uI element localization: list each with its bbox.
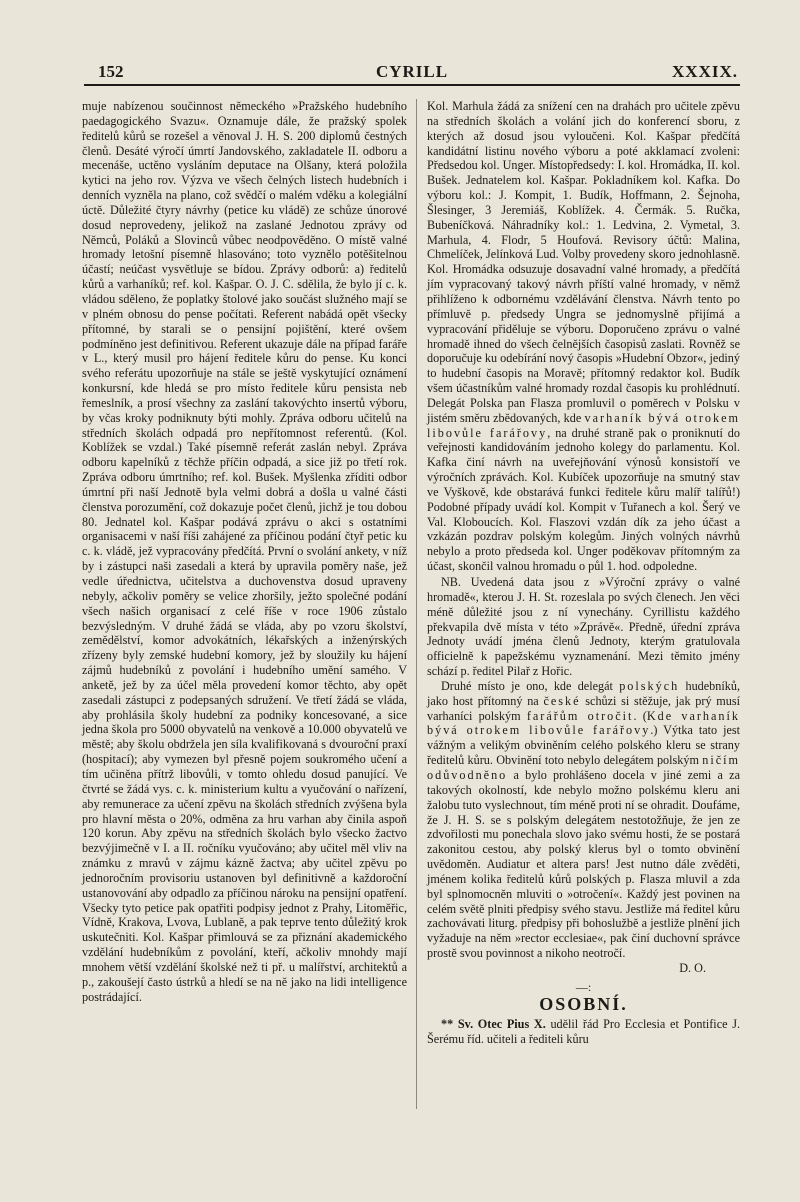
commentary-text: .) Výtka tato jest vážným a velikým obviněním celého polského kleru se strany ředitelů kůru. Obvinění toto nebylo delegátem polským — [427, 723, 740, 768]
spaced-emphasis: české — [543, 693, 581, 708]
left-column — [82, 99, 407, 1004]
personal-note-paragraph — [427, 1017, 740, 1047]
commentary-paragraph — [427, 679, 740, 961]
report-text-continued: , na druhé straně pak o proniknutí do veřejnosti kandidováním jednoho kolegy do parlamentu. Kol. Kafka činí návrh na uveřejňování výnosů konsistoří ve výročních zprávách. Kol. Kubíček upozorňuje na smutný stav ve Vyškově, kde obstarává funkci ředitele kůru malíř talířů!) Podobné případy uvádí kol. Kompit v Tuřanech a kol. Šerý ve Val. Kloboucích. Kol. Flaszovi vzdán dík za jeho účast a vzkázán pozdrav polským kolegům. Jiných volných návrhů nebylo a proto předseda kol. Unger poděkovav přítomným za účast, skončil valnou hromadu o půl 1. hod. odpoledne. — [427, 425, 740, 574]
volume-number: XXXIX. — [672, 62, 738, 81]
right-column — [427, 99, 740, 1047]
commentary-text: . ( — [633, 708, 647, 723]
nb-paragraph: NB. Uvedená data jsou z »Výroční zprávy o valné hromadě«, kterou J. H. St. rozeslala po svých členech. Jen věci méně důležité jsou z ní vynechány. Cyrillistu každého překvapila dvě místa v této »Zprávě«. Předně, úřední zpráva Jednoty uvádí jména členů Jednoty, kterým gratulovala officielně k papežskému vyznamenání. Mezi těmito jmény schází p. ředitel Pilař z Hořic. — [427, 575, 740, 679]
spaced-emphasis: ničím odůvodněno — [427, 753, 740, 782]
journal-title: CYRILL — [375, 62, 449, 81]
spaced-emphasis: polských — [619, 678, 680, 693]
spaced-emphasis: Kde varhaník bývá otrokem libovůle farářovy — [427, 708, 740, 738]
commentary-text: hudebníků, jako host přítomný na — [427, 678, 740, 708]
report-text: Kol. Marhula žádá za snížení cen na drahách pro učitele zpěvu na středních školách a volání jich do konferencí sboru, z kterých až dosud jsou vyloučeni. Kol. Kašpar předčítá kandidátní listinu nového výboru a poté akklamací zvoleni: Předsedou kol. Unger. Místopředsedy: I. kol. Hromádka, II. kol. Bušek. Jednatelem kol. Kašpar. Pokladníkem kol. Kafka. Do výboru kol.: J. Kompit, 1. Budík, Hoffmann, 2. Šejnoha, Šlesinger, 3 Jeremiáš, Koblížek. 4. Čermák. 5. Ručka, Bubeníčková. Náhradníky kol.: 1. Ledvina, 2. Vymetal, 3. Marhula, 4. Flodr, 5 Houfová. Revisory účtů: Malina, Chmelíček, Jelínková Lud. Volby provedeny skoro jednohlasně. Kol. Hromádka odsuzuje dosavadní valné hromady, a předčítá jím vypracovaný takový návrh příští valné hromady, v němž přihlíženo k odbornému vzdělávání členstva. Návrh tento po přímluvě p. předsedy Ungra se jednomyslně přijímá a vypracování přiděluje se výboru. Doporučeno zprávu o valné hromadě ihned do všech čelnějších časopisů zaslati. Rovněž se doporučuje ku odebírání nový časopis »Hudební Obzor«, jediný to hudební časopis na Moravě; přítomný redaktor kol. Budík všem účastníkům valné hromady rozdal časopis ku prohlédnutí. Delegát Polska pan Flasza promluvil o poměrech v Polsku v jistém směru zbědovaných, kde — [427, 99, 740, 425]
spaced-emphasis: varhaník bývá otrokem libovůle farářovy — [427, 410, 741, 440]
pope-name: Sv. Otec Pius X. — [457, 1017, 546, 1032]
running-header — [84, 60, 740, 86]
page-number: 152 — [98, 62, 124, 81]
spaced-emphasis: farářům otročit — [526, 708, 634, 723]
signoff: D. O. — [679, 960, 706, 975]
commentary-text: a bylo prohlášeno docela v jiné zemi a za takových okolností, kde nebylo možno polskému kleru ani žalobu tuto vyslechnout, tím méně proti ní se ohradit. Doufáme, že J. H. S. se s polským delegátem nestotožňuje, že jen ze zdvořilosti mu ponechala slovo jako svému hosti, že se postará zakonitou cestou, aby polský klerus byl o tomto obvinění uvědoměn. Audiatur et altera pars! Jest nutno dále zvěděti, jménem kolika ředitelů kůrů polských p. Flasza mluvil a zda byl splnomocněn mluviti o »otročení«. Každý jest povinen na celém světě plniti předpisy svého stavu. Jestliže má ředitel kůru zachovávati liturg. předpisy při bohoslužbě a jestliže plnění jich vyžaduje na něm »rector ecclesiae«, pak činí duchovní správce prostě svou povinnost a nikoho neotročí. — [427, 767, 740, 961]
meeting-report-paragraph — [427, 99, 740, 574]
asterisks: ** — [441, 1017, 454, 1032]
column-divider — [416, 99, 417, 1109]
section-divider: —: — [575, 979, 592, 994]
commentary-text: schůzi si stěžuje, jak prý musí varhaníci polským — [427, 693, 740, 723]
commentary-text: Druhé místo je ono, kde delegát — [441, 678, 620, 693]
section-title: OSOBNÍ. — [539, 993, 628, 1014]
personal-note-text: udělil řád Pro Ecclesia et Pontifice J. Šerému říd. učiteli a řediteli kůru — [427, 1017, 740, 1047]
left-paragraph: muje nabízenou součinnost německého »Pražského hudebního paedagogického Svazu«. Oznamuje dále, že pražský spolek ředitelů kůrů se rozešel a věnoval J. H. S. 200 diplomů čestných členů. Desáté výročí úmrtí Jandovského, zakladatele II. odboru a mecenáše, uctěno vysláním deputace na Olšany, která položila kytici na jeho rov. Výzva ve všech čelných listech hudebních i denních vyzněla na plano, což svědčí o malém vděku a kolegiální úctě. Důležité čtyry návrhy (petice ku vládě) ze schůze únorové dosud neprovedeny, jelikož na zaslané Jednotou zprávy od Němců, Poláků a Slovinců vůbec neodpověděno. O místě valné hromady letošní písemně hlasováno; toto vyznělo potěšitelnou účastí; neúčast vysvětluje se bídou. Zprávy odborů: a) ředitelů kůrů a varhaníků; ref. kol. Kašpar. O. J. C. sdělila, že bylo jí c. k. vládou sděleno, že poplatky štolové jako součást služného mají se v plném obnosu do pense počítati. Referent nabádá opět všecky přítomné, by starali se o pensijní pojištění, které ovšem podmíněno jest definitivou. Referent ukazuje dále na případ faráře v L., který musil pro hájení ředitele kůru do pense. Ku konci svého referátu upozorňuje na stále se ještě vyskytující oznámení konkursní, kde hledá se pro místo ředitele kůru pensista neb řemeslník, a prosí všechny za zaslání takovýchto insertů výboru, by včas kroky podniknuty býti mohly. Zpráva odboru učitelů na středních školách odpadá pro nepřítomnost referentů. (Kol. Koblížek se vzdal.) Také písemně referát zaslán nebyl. Zpráva odboru kapelníků z těchže příčin odpadá, a sice již po třetí rok. Zpráva odboru úmrtního; ref. kol. Bušek. Myšlenka zříditi odbor úmrtní při naší Jednotě byla velmi dobrá a došla u valné části členstva porozumění, což dokazuje počet členů, jichž je tou dobou 80. Jednatel kol. Kašpar podává zprávu o akci s ostatními organisacemi v naší říši zahájené za příčinou podání čtyř petic ku c. k. vládě, jež vypracovány předčítá. První o svolání ankety, v níž by i zástupci naši zasedali a která by upravila poměry naše, jež vedle úřednictva, učitelstva a duchovenstva dosud upraveny nebyly, ačkoliv poměry se velice zhoršily, ježto společné podání všech našich organisací z celé říše v roce 1906 zůstalo bezvýsledným. V druhé žádá se vláda, aby po vzoru školství, zemědělství, komor advokátních, lékařských a inženýrských zřízeny byly zemské hudební komory, jež by sloužily ku hájení zájmů hudebníků z povolání i hudebního umění samého. V anketě, jež by za účel měla provedení komor těchto, aby opět zasedali zástupci z podepsaných sdružení. Ve třetí žádá se vláda, aby prohlásila školy hudební za podniky koncesované, a sice jedna škola pro 5000 obyvatelů na venkově a 10.000 obyvatelů ve městě; aby školu obdržela jen síla kvalifikovaná s dvouroční praxí (hospitací); aby vymezen byl přesně pojem soukromého učení a tím učiněna přítrž libovůli, v tomto ohledu dosud panující. Ve čtvrté se žádá vys. c. k. ministerium kultu a vyučování o nařízení, aby remunerace za učení zpěvu na školách středních zvýšena byla pro hlavní města o 20%, odměna za hru varhan aby činila aspoň 120 korun. Aby zpěvu na středních školách bylo všecko žactvo bezvýjimečně v I. a II. ročníku vyučováno; aby učitel měl vliv na známku z mravů v zájmu kázně žactva; aby učitel zpěvu po jednoročním provisoriu ustanoven byl definitivně a každoroční ustanovování aby odpadlo za příčinou nároku na pensijní opatření. Všecky tyto petice pak opatřiti podpisy jednot z Prahy, Litoměřic, Vídně, Krakova, Lvova, Lublaně, a pak teprve tento důležitý krok uskutečniti. Kol. Kašpar přimlouvá se za přiznání akademického vzdělání hudebníkům z povolání, kteří, ačkoliv mnohdy mají mnohem větší vzdělání školské než ti př. u malířství, architektů a p., zakoušejí často ústrků a hledí se na ně jako na lidi intelligence postrádající. — [82, 99, 407, 1004]
